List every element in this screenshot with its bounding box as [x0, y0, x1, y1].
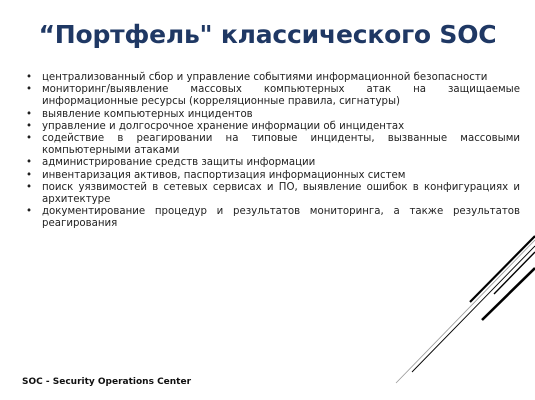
- bullet-list: [26, 72, 520, 231]
- bullet-icon: •: [26, 108, 33, 120]
- list-item: [26, 109, 520, 121]
- decor-line-medium: [494, 252, 535, 294]
- list-item: [26, 72, 520, 84]
- decor-line-thick: [470, 236, 535, 302]
- bullet-icon: •: [26, 84, 33, 96]
- slide-title: “Портфель" классического SOC: [38, 20, 497, 49]
- list-item: [26, 170, 520, 182]
- bullet-icon: •: [26, 181, 33, 193]
- list-item: [26, 182, 520, 206]
- list-item: [26, 133, 520, 157]
- bullet-text: централизованный сбор и управление событиями информационной безопасности: [42, 72, 488, 83]
- bullet-text: поиск уязвимостей в сетевых сервисах и ПО, выявление ошибок в конфигурациях и архитектуре: [42, 181, 520, 206]
- bullet-icon: •: [26, 206, 33, 218]
- decor-line-bold: [482, 268, 535, 320]
- bullet-text: инвентаризация активов, паспортизация информационных систем: [42, 169, 406, 181]
- bullet-icon: •: [26, 120, 33, 132]
- bullet-text: выявление компьютерных инцидентов: [42, 108, 253, 120]
- list-item: [26, 84, 520, 108]
- bullet-text: мониторинг/выявление массовых компьютерных атак на защищаемые информационные ресурсы (корреляционные правила, сигнатуры): [42, 84, 520, 108]
- decor-line-thin: [412, 246, 535, 372]
- decor-line-light: [396, 240, 535, 383]
- bullet-icon: •: [26, 169, 33, 181]
- list-item: [26, 157, 520, 169]
- list-item: [26, 121, 520, 133]
- bullet-icon: •: [26, 133, 33, 145]
- bullet-text: документирование процедур и результатов мониторинга, а также результатов реагирования: [42, 206, 520, 230]
- bullet-text: администрирование средств защиты информации: [42, 157, 316, 169]
- bullet-icon: •: [26, 157, 33, 169]
- bullet-text: содействие в реагировании на типовые инциденты, вызванные массовыми компьютерными атаками: [42, 133, 520, 157]
- bullet-icon: •: [26, 72, 33, 83]
- list-item: [26, 206, 520, 230]
- bullet-text: управление и долгосрочное хранение информации об инцидентах: [42, 120, 405, 132]
- footer-note: SOC - Security Operations Center: [22, 377, 192, 387]
